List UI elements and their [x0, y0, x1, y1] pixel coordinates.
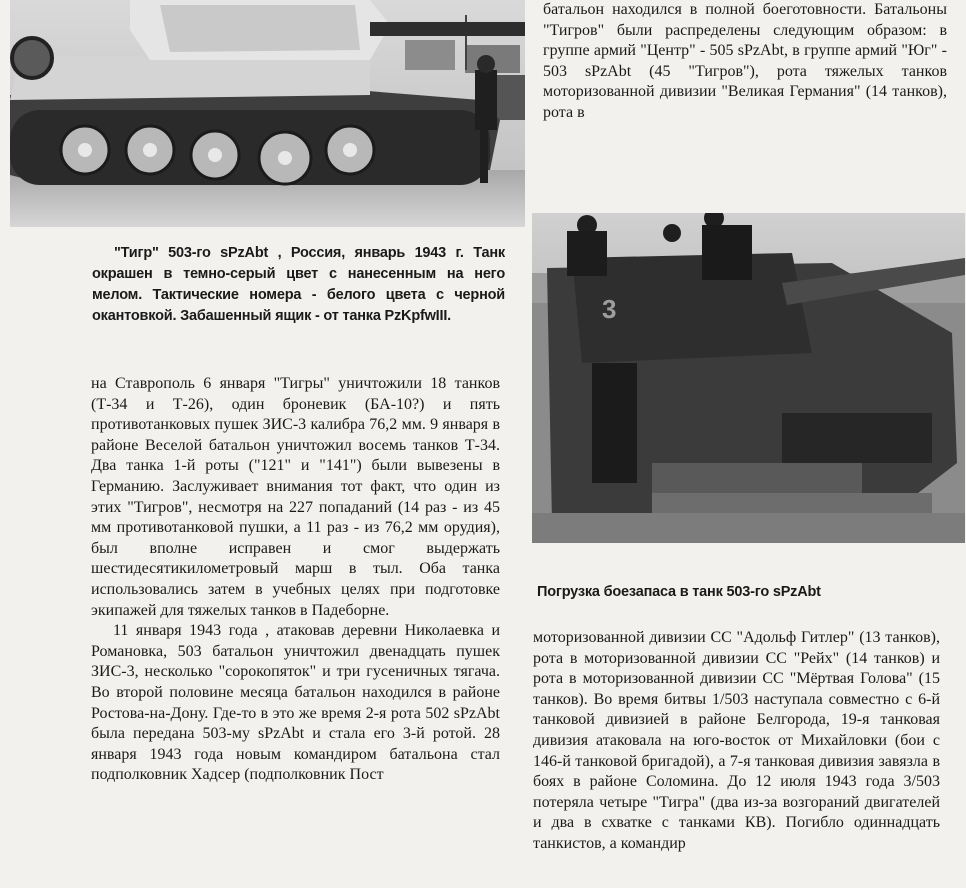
tiger-tank-photo [10, 0, 525, 227]
photo-caption-right: Погрузка боезапаса в танк 503-го sPzAbt [537, 584, 821, 600]
paragraph-left-1: на Ставрополь 6 января "Тигры" уничтожили 18 танков (Т-34 и Т-26), один броневик (БА-10?) и пять противотанковых пушек ЗИС-3 калибра 76,2 мм. 9 января в районе Веселой батальон уничтожил восемь танков Т-34. Два танка 1-й роты ("121" и "141") были вывезены в Германию. Заслуживает внимания тот факт, что один из этих "Тигров", несмотря на 227 попаданий (14 раз - из 45 мм противотанковой пушки, а 11 раз - из 76,2 мм орудия), был вполне исправен и смог выдержать шестидесятикилометровый марш в тыл. Оба танка использовались затем в учебных целях при подготовке экипажей для тяжелых танков в Падеборне. [91, 375, 500, 619]
photo-caption-top: "Тигр" 503-го sPzAbt , Россия, январь 1943 г. Танк окрашен в темно-серый цвет с нанесенным на него мелом. Тактические номера - белого цвета с черной окантовкой. Забашенный ящик - от танка PzKpfwIII. [92, 245, 505, 324]
text-column-right-top: батальон находился в полной боеготовности. Батальоны "Тигров" были распределены следующим образом: в группе армий "Центр" - 505 sPzAbt, в группе армий "Юг" - 503 sPzAbt (45 "Тигров"), рота тяжелых танков моторизованной дивизии "Великая Германия" (14 танков), рота в [543, 1, 947, 121]
paragraph-left-2: 11 января 1943 года , атаковав деревни Николаевка и Романовка, 503 батальон уничтожил двенадцать пушек ЗИС-3, несколько "сорокопяток" и три гусеничных тягача. Во второй половине месяца батальон находился в районе Ростова-на-Дону. Где-то в это же время 2-я рота 502 sPzAbt была передана 503-му sPzAbt и стала его 3-й ротой. 28 января 1943 года новым командиром батальона стал подполковник Хадсер (подполковник Пост [91, 622, 500, 784]
turret-number: 3 [602, 294, 617, 324]
ammo-photo-graphic [532, 213, 965, 543]
tank-photo-graphic [10, 0, 525, 227]
text-column-right-bottom: моторизованной дивизии СС "Адольф Гитлер" (13 танков), рота в моторизованной дивизии СС "Рейх" (14 танков) и рота в моторизованной дивизии СС "Мёртвая Голова" (15 танков). Во время битвы 1/503 наступала совместно с 6-й танковой дивизией в районе Белгорода, 19-я танковая дивизия атаковала на юго-восток от Михайловки (бои с 146-й танковой бригадой), а 7-я танковая дивизия завязла в боях в районе Соломина. До 12 июля 1943 года 3/503 потеряла четыре "Тигра" (два из-за возгораний двигателей и два в схватке с танками КВ). Погибло одиннадцать танкистов, а командир [533, 629, 940, 852]
text-column-left [91, 374, 500, 786]
ammo-loading-photo [532, 213, 965, 543]
